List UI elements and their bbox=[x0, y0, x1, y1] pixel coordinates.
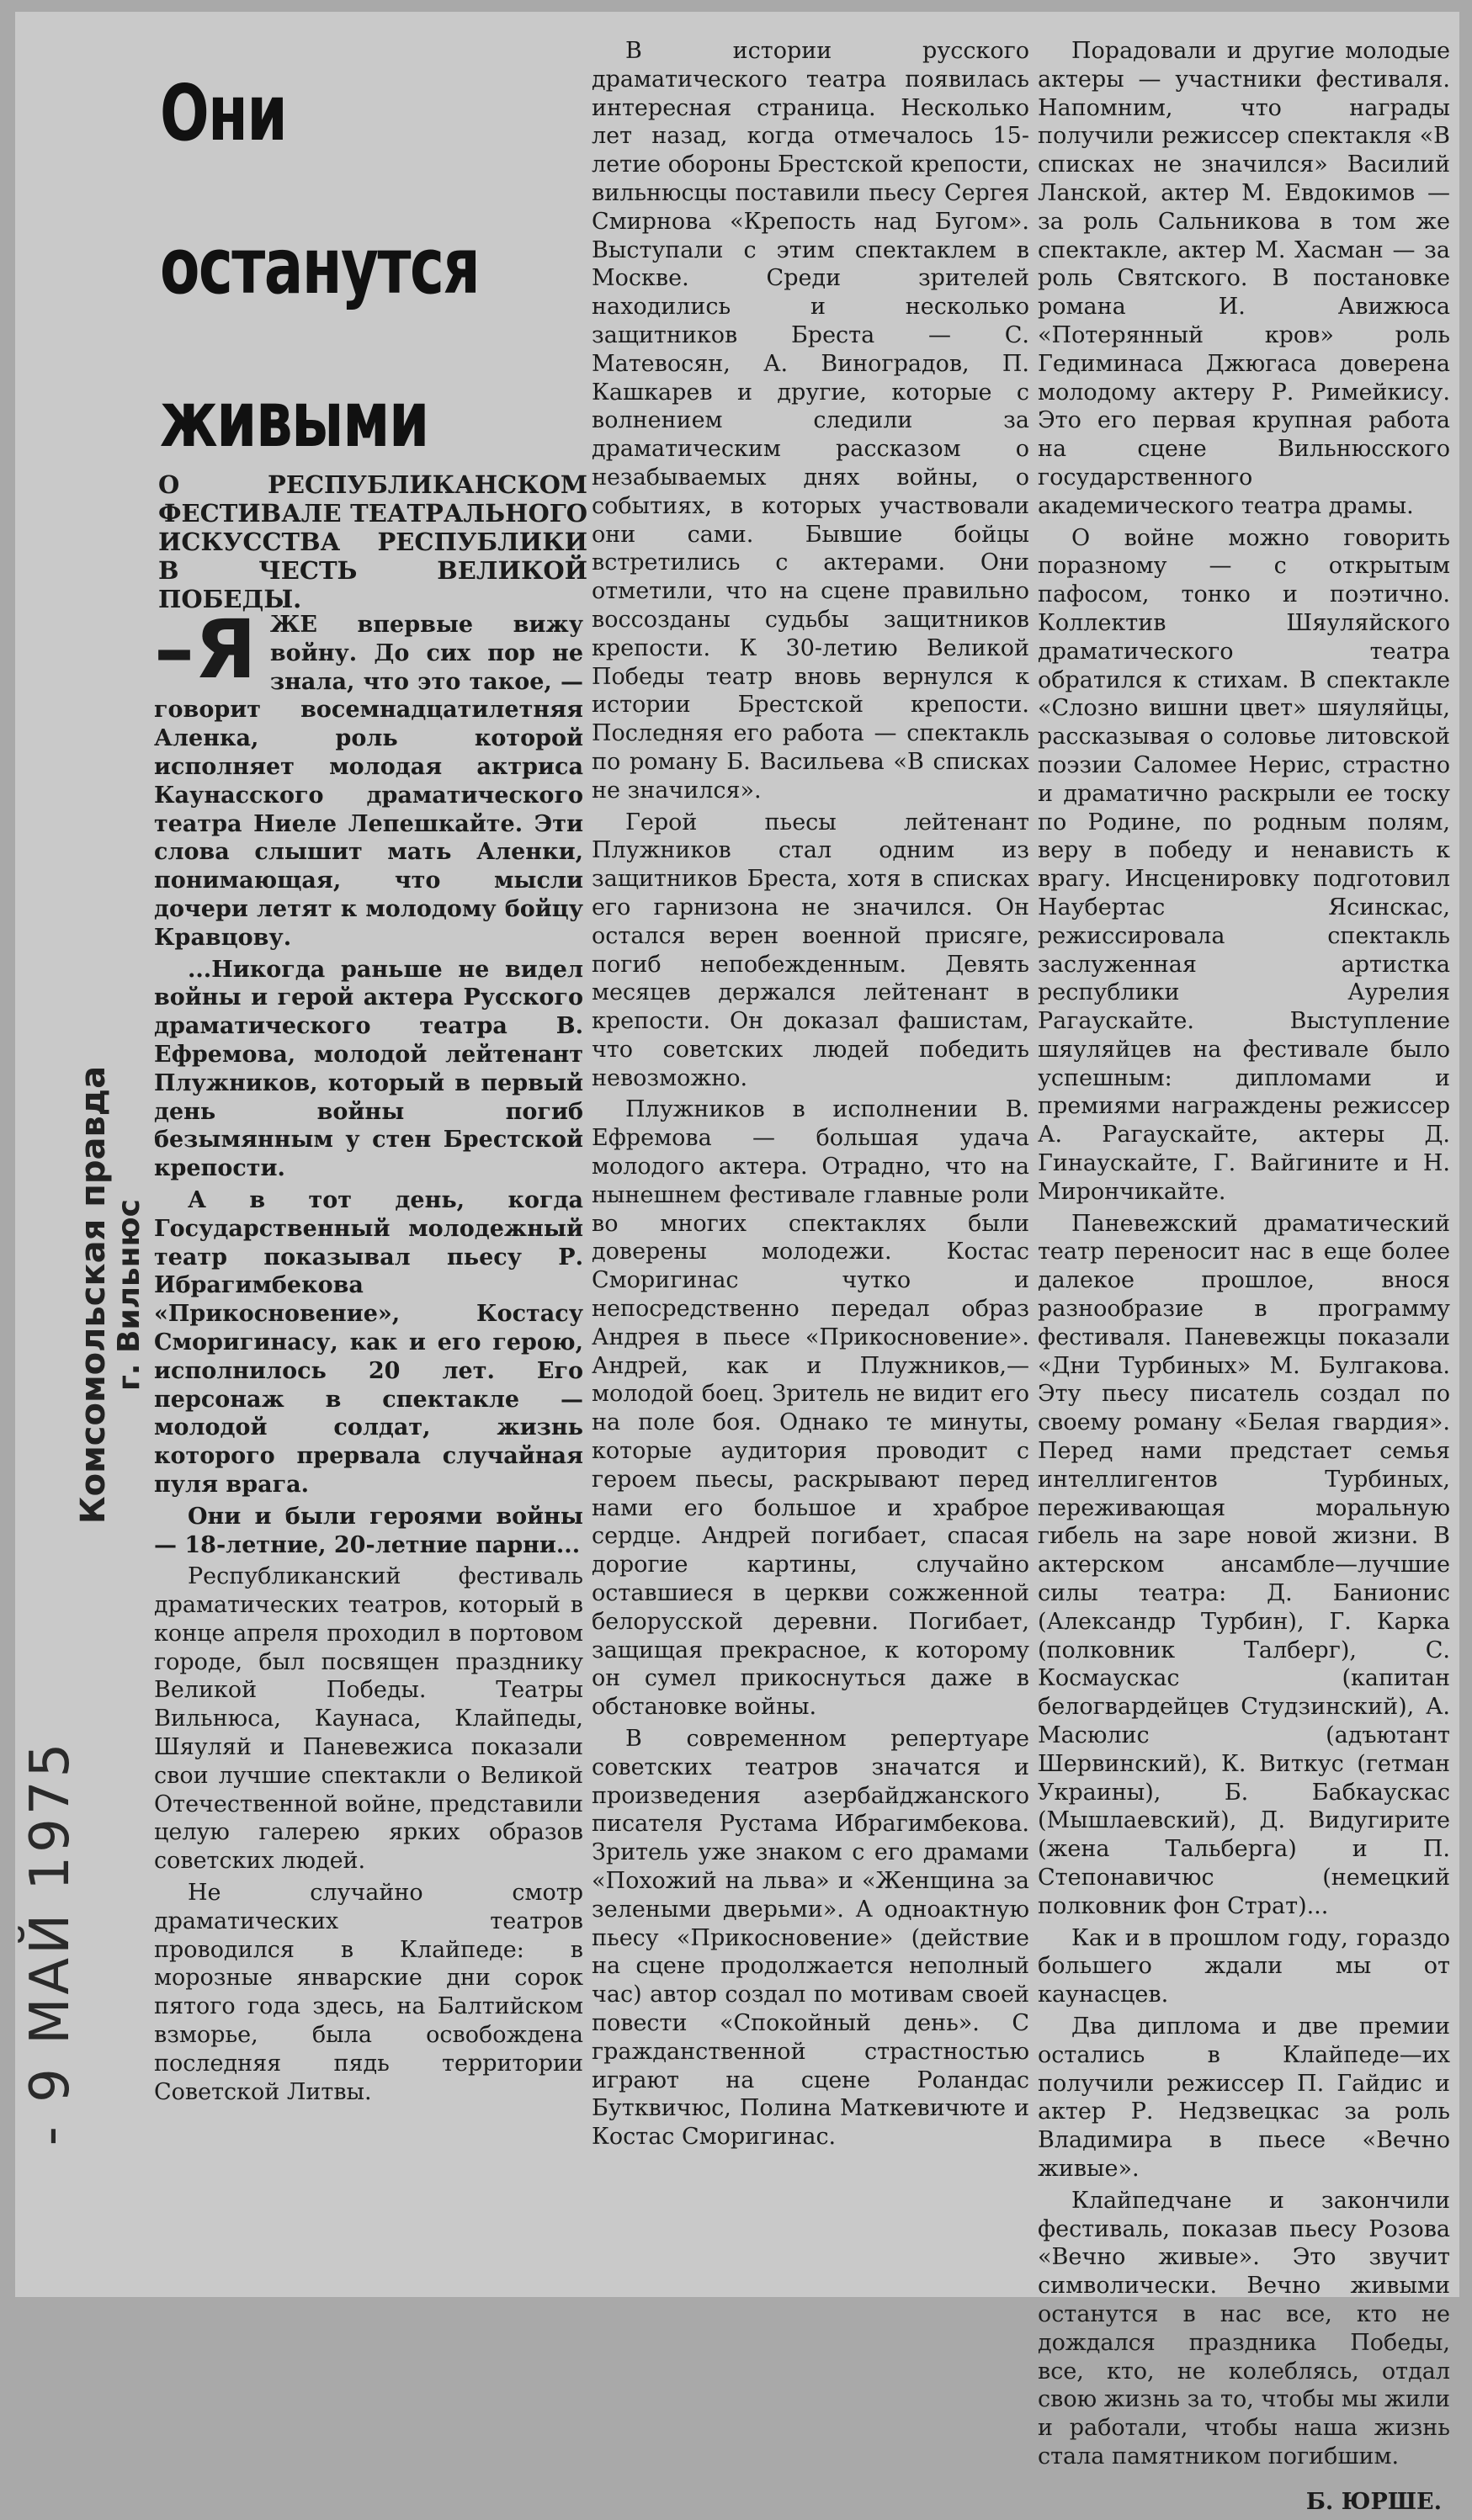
body-paragraph: Герой пьесы лейтенант Плужников стал одним из защитников Бреста, хотя в списках его гарнизона не значился. Он остался верен военной присяге, погиб непобежденным. Девять месяцев держался лейтенант в крепости. Он доказал фашистам, что советских людей победить невозможно. bbox=[592, 809, 1029, 1091]
body-paragraph: О войне можно говорить поразному — с открытым пафосом, тонко и поэтично. Коллектив Шяуляйского драматического театра обратился к стихам. В спектакле «Слозно вишни цвет» шяуляйцы, рассказывая о соловье литовской поэзии Саломее Нерис, страстно и драматично раскрыли ее тоску по Родине, по родным полям, веру в победу и ненависть к врагу. Инсценировку подготовил Наубертас Ясинскас, режиссировала спектакль заслуженная артистка республики Аурелия Рагаускайте. Выступление шяуляйцев на фестивале было успешным: дипломами и премиями награждены режиссер А. Рагаускайте, актеры Д. Гинаускайте, Г. Вайгините и Н. Мирончикайте. bbox=[1038, 524, 1450, 1205]
lead-paragraph-3: А в тот день, когда Государственный молодежный театр показывал пьесу Р. Ибрагимбекова «Прикосновение», Костасу Сморигинасу, как и его герою, исполнилось 20 лет. Его персонаж в спектакле — молодой солдат, жизнь которого прервала случайная пуля врага. bbox=[154, 1186, 583, 1498]
body-paragraph: Два диплома и две премии остались в Клайпеде—их получили режиссер П. Гайдис и актер Р. Недзвецкас за роль Владимира в пьесе «Вечно живые». bbox=[1038, 2013, 1450, 2182]
body-paragraph: Как и в прошлом году, гораздо большего ждали мы от каунасцев. bbox=[1038, 1924, 1450, 2008]
article-title bbox=[160, 37, 530, 496]
title-line-1: Они bbox=[160, 68, 287, 158]
title-line-2: останутся bbox=[160, 221, 480, 311]
column-2 bbox=[592, 37, 1029, 2155]
column-3 bbox=[1038, 37, 1450, 2520]
lead-paragraph-4: Они и были героями войны — 18-летние, 20-летние парни... bbox=[154, 1503, 583, 1558]
article-subtitle: О РЕСПУБЛИКАНСКОМ ФЕСТИВАЛЕ ТЕАТРАЛЬНОГО ИСКУССТВА РЕСПУБЛИКИ В ЧЕСТЬ ВЕЛИКОЙ ПОБЕДЫ. bbox=[158, 470, 587, 613]
lead-paragraph-2: ...Никогда раньше не видел войны и герой актера Русского драматического театра В. Ефремова, молодой лейтенант Плужников, который в первый день войны погиб безымянным у стен Брестской крепости. bbox=[154, 956, 583, 1182]
author-signature: Б. ЮРШЕ. bbox=[1305, 2488, 1442, 2515]
newspaper-clipping bbox=[15, 12, 1459, 2515]
city-stamp: г. Вильнюс bbox=[112, 1198, 146, 1392]
date-stamp: - 9 МАЙ 1975 bbox=[19, 1739, 82, 2146]
body-paragraph: Паневежский драматический театр переносит нас в еще более далекое прошлое, внося разнообразие в программу фестиваля. Паневежцы показали «Дни Турбиных» М. Булгакова. Эту пьесу писатель создал по своему роману «Белая гвардия». Перед нами предстает семья интеллигентов Турбиных, переживающая моральную гибель на заре новой жизни. В актерском ансамбле—лучшие силы театра: Д. Банионис (Александр Турбин), Г. Карка (полковник Талберг), С. Космаускас (капитан белогвардейцев Студзинский), А. Масюлис (адъютант Шервинский), К. Виткус (гетман Украины), Б. Бабкаускас (Мышлаевский), Д. Видугирите (жена Тальберга) и П. Степонавичюс (немецкий полковник фон Страт)... bbox=[1038, 1210, 1450, 1919]
column-1 bbox=[154, 602, 583, 2109]
body-paragraph: Клайпедчане и закончили фестиваль, показав пьесу Розова «Вечно живые». Это звучит символически. Вечно живыми останутся в нас все, кто не дождался праздника Победы, все, кто, не колеблясь, отдал свою жизнь за то, чтобы мы жили и работали, чтобы наша жизнь стала памятником погибшим. bbox=[1038, 2187, 1450, 2470]
body-paragraph: Не случайно смотр драматических театров проводился в Клайпеде: в морозные январские дни сорок пятого года здесь, на Балтийском взморье, была освобождена последняя пядь территории Советской Литвы. bbox=[154, 1880, 583, 2105]
body-paragraph: Плужников в исполнении В. Ефремова — большая удача молодого актера. Отрадно, что на нынешнем фестивале главные роли во многих спектаклях были доверены молодежи. Костас Сморигинас чутко и непосредственно передал образ Андрея в пьесе «Прикосновение». Андрей, как и Плужников,—молодой боец. Зритель не видит его на поле боя. Однако те минуты, которые аудитория проводит с героем пьесы, раскрывают перед нами его большое и храброе сердце. Андрей погибает, спасая дорогие картины, случайно оставшиеся в церкви сожженной белорусской деревни. Погибает, защищая прекрасное, к которому он сумел прикоснуться даже в обстановке войны. bbox=[592, 1096, 1029, 1721]
lead-paragraph bbox=[154, 602, 583, 952]
body-paragraph: Порадовали и другие молодые актеры — участники фестиваля. Напомним, что награды получили режиссер спектакля «В списках не значился» Василий Ланской, актер М. Евдокимов — за роль Сальникова в том же спектакле, актер М. Хасман — за роль Святского. В постановке романа И. Авижюса «Потерянный кров» роль Гедиминаса Джюгаса доверена молодому актеру Р. Римейкису. Это его первая крупная работа на сцене Вильнюсского государственного академического театра драмы. bbox=[1038, 38, 1450, 519]
body-paragraph: Республиканский фестиваль драматических театров, который в конце апреля проходил в портовом городе, был посвящен празднику Великой Победы. Театры Вильнюса, Каунаса, Клайпеды, Шяуляй и Паневежиса показали свои лучшие спектакли о Великой Отечественной войне, представили целую галерею ярких образов советских людей. bbox=[154, 1563, 583, 1875]
newspaper-name-stamp: Комсомольская правда bbox=[74, 1065, 113, 1525]
drop-cap: –Я bbox=[154, 602, 257, 697]
title-line-3: живыми bbox=[160, 374, 428, 464]
body-paragraph: В истории русского драматического театра появилась интересная страница. Несколько лет назад, когда отмечалось 15-летие обороны Брестской крепости, вильнюсцы поставили пьесу Сергея Смирнова «Крепость над Бугом». Выступали с этим спектаклем в Москве. Среди зрителей находились и несколько защитников Бреста — С. Матевосян, А. Виноградов, П. Кашкарев и другие, которые с волнением следили за драматическим рассказом о незабываемых днях войны, о событиях, в которых участвовали они сами. Бывшие бойцы встретились с актерами. Они отметили, что на сцене правильно воссозданы судьбы защитников крепости. К 30-летию Великой Победы театр вновь вернулся к истории Брестской крепости. Последняя его работа — спектакль по роману Б. Васильева «В списках не значился». bbox=[592, 38, 1030, 804]
lead-text: ЖЕ впервые вижу войну. До сих пор не знала, что это такое, — говорит восемнадцатилетняя Аленка, роль которой исполняет молодая актриса Каунасского драматического театра Ниеле Лепешкайте. Эти слова слышит мать Аленки, понимающая, что мысли дочери летят к молодому бойцу Кравцову. bbox=[154, 612, 583, 951]
body-paragraph: В современном репертуаре советских театров значатся и произведения азербайджанского писателя Рустама Ибрагимбекова. Зритель уже знаком с его драмами «Похожий на льва» и «Женщина за зелеными дверьми». А одноактную пьесу «Прикосновение» (действие на сцене продолжается неполный час) автор создал по мотивам своей повести «Спокойный день». С гражданственной страстностью играют на сцене Роландас Бутквичюс, Полина Маткевичюте и Костас Сморигинас. bbox=[592, 1726, 1029, 2151]
